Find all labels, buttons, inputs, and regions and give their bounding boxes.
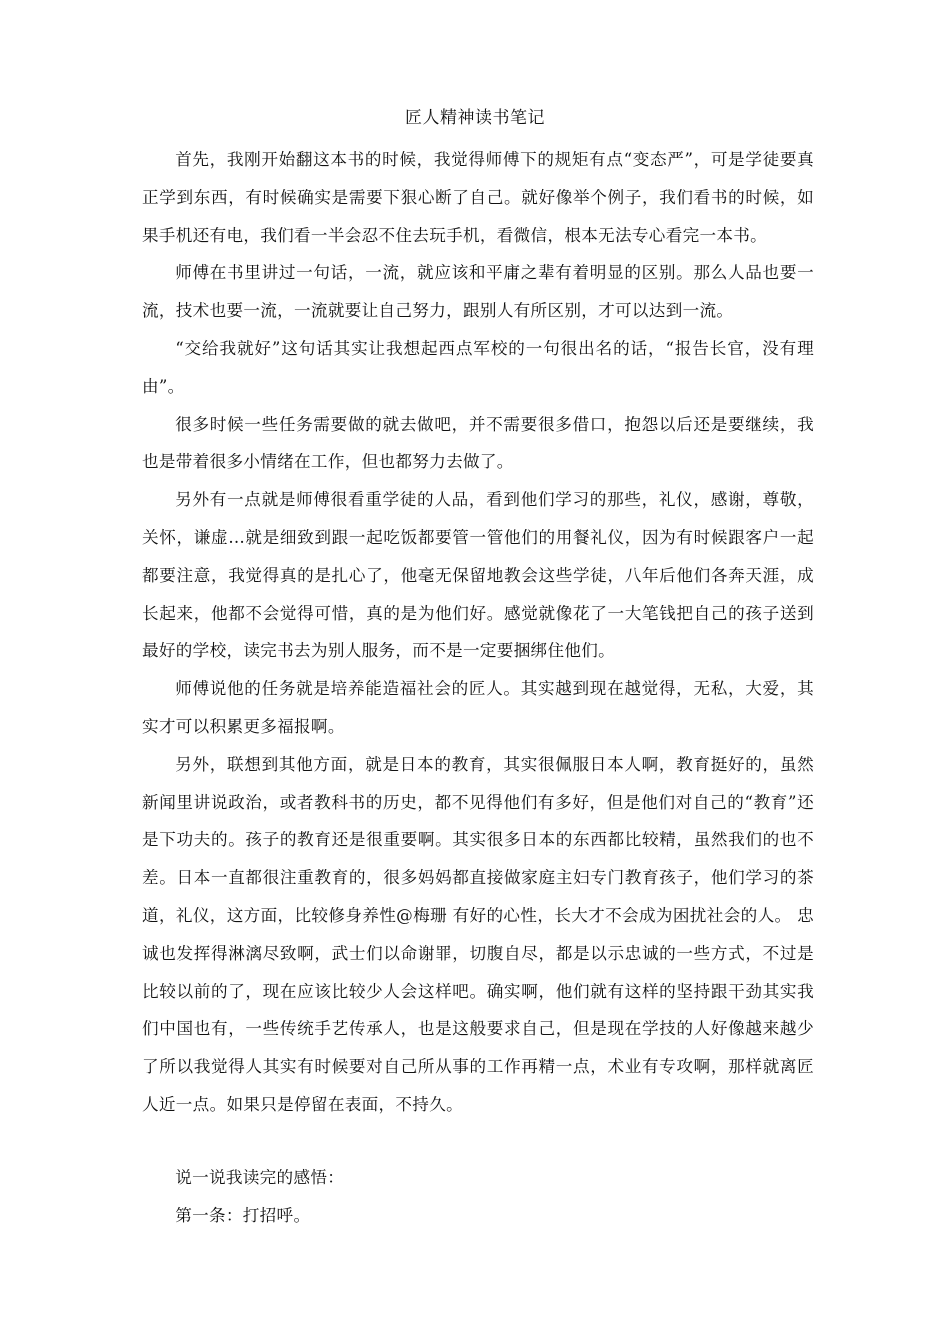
closing-line: 第一条：打招呼。 xyxy=(175,1205,311,1225)
paragraph: 首先，我刚开始翻这本书的时候，我觉得师傅下的规矩有点“变态严”，可是学徒要真正学到东西，有时候确实是需要下狠心断了自己。就好像举个例子，我们看书的时候，如果手机还有电，我们看一半会忍不住去玩手机，看微信，根本无法专心看完一本书。 xyxy=(142,150,814,245)
document-title: 匠人精神读书笔记 xyxy=(405,108,545,128)
paragraph: “交给我就好”这句话其实让我想起西点军校的一句很出名的话，“报告长官，没有理由”。 xyxy=(142,338,814,396)
closing-line: 说一说我读完的感悟： xyxy=(175,1167,345,1187)
paragraph: 师傅在书里讲过一句话，一流，就应该和平庸之辈有着明显的区别。那么人品也要一流，技术也要一流，一流就要让自己努力，跟别人有所区别，才可以达到一流。 xyxy=(142,263,814,321)
paragraph: 很多时候一些任务需要做的就去做吧，并不需要很多借口，抱怨以后还是要继续，我也是带着很多小情绪在工作，但也都努力去做了。 xyxy=(142,414,814,472)
paragraph: 另外有一点就是师傅很看重学徒的人品，看到他们学习的那些，礼仪，感谢，尊敬，关怀，谦虚…就是细致到跟一起吃饭都要管一管他们的用餐礼仪，因为有时候跟客户一起都要注意，我觉得真的是扎心了，他毫无保留地教会这些学徒，八年后他们各奔天涯，成长起来，他都不会觉得可惜，真的是为他们好。感觉就像花了一大笔钱把自己的孩子送到最好的学校，读完书去为别人服务，而不是一定要捆绑住他们。 xyxy=(142,490,814,661)
paragraph: 另外，联想到其他方面，就是日本的教育，其实很佩服日本人啊，教育挺好的，虽然新闻里讲说政治，或者教科书的历史，都不见得他们有多好，但是他们对自己的“教育”还是下功夫的。孩子的教育还是很重要啊。其实很多日本的东西都比较精，虽然我们的也不差。日本一直都很注重教育的，很多妈妈都直接做家庭主妇专门教育孩子，他们学习的茶道，礼仪，这方面，比较修身养性@梅珊 有好的心性，长大才不会成为困扰社会的人。 忠诚也发挥得淋漓尽致啊，武士们以命谢罪，切腹自尽，都是以示忠诚的一些方式，不过是比较以前的了，现在应该比较少人会这样吧。确实啊，他们就有这样的坚持跟干劲其实我们中国也有，一些传统手艺传承人，也是这般要求自己，但是现在学技的人好像越来越少了所以我觉得人其实有时候要对自己所从事的工作再精一点，术业有专攻啊，那样就离匠人近一点。如果只是停留在表面，不持久。 xyxy=(142,754,814,1114)
document-body xyxy=(142,141,814,1234)
blank-line xyxy=(142,1124,814,1159)
paragraph: 师傅说他的任务就是培养能造福社会的匠人。其实越到现在越觉得，无私，大爱，其实才可以积累更多福报啊。 xyxy=(142,679,814,736)
